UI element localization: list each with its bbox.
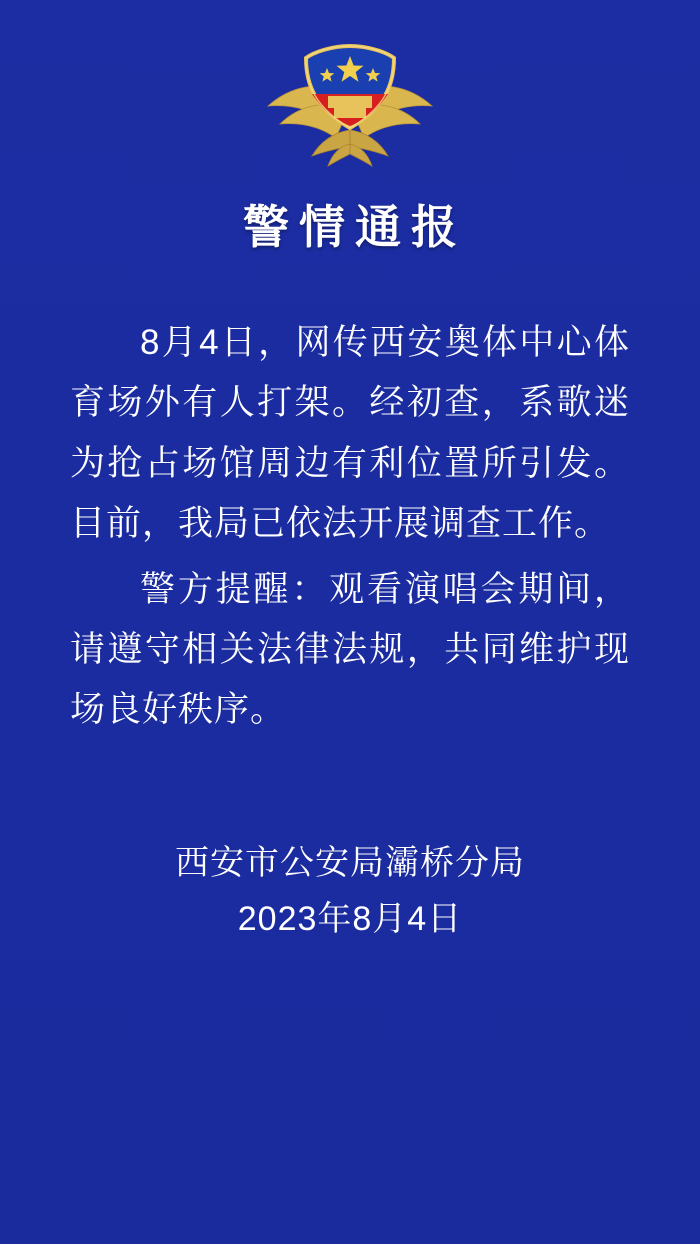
page-title: 警情通报 bbox=[243, 201, 467, 253]
china-police-badge-icon bbox=[250, 34, 450, 174]
issuing-organization: 西安市公安局灞桥分局 bbox=[175, 843, 525, 882]
notice-paragraph-1: 8月4日，网传西安奥体中心体育场外有人打架。经初查，系歌迷为抢占场馆周边有利位置所引发。目前，我局已依法开展调查工作。 bbox=[70, 323, 630, 543]
notice-paragraph-2: 警方提醒：观看演唱会期间，请遵守相关法律法规，共同维护现场良好秩序。 bbox=[70, 569, 630, 730]
issue-date: 2023年8月4日 bbox=[237, 900, 463, 939]
notice-body bbox=[70, 313, 630, 740]
signature-block bbox=[70, 837, 630, 946]
